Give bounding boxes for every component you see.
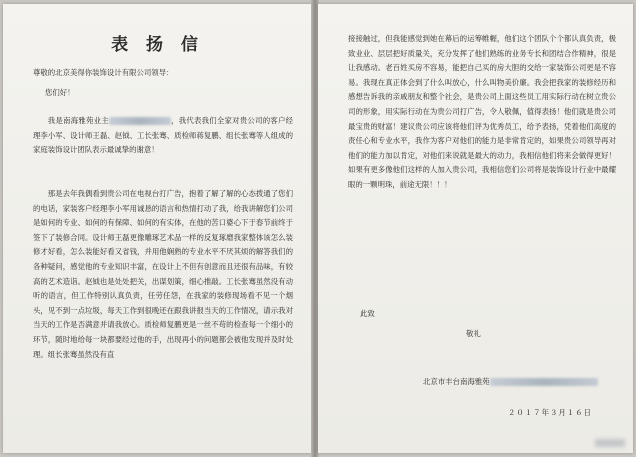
salutation: 尊敬的北京美得你装饰设计有限公司领导：	[33, 68, 174, 77]
intro-text-start: 我是南海雅苑业主	[47, 116, 109, 125]
paragraph-intro	[33, 114, 293, 158]
greeting: 您们好！	[45, 88, 75, 97]
left-page	[3, 4, 312, 453]
intro-text-end: ，我代表我们全家对贵公司的客户经理李小军、设计师王磊、赵钺、工长张骞、质检师蒋复鹏、组长张骞等人组成的家庭装饰设计团队表示最诚挚的谢意！	[33, 116, 293, 155]
blurred-mark	[595, 439, 625, 447]
letter-date: ２０１７年３月１６日	[508, 408, 592, 417]
signature	[423, 375, 623, 390]
right-page	[318, 4, 633, 453]
redacted-signature	[490, 378, 598, 386]
redacted-address	[109, 117, 171, 125]
letter-title: 表 扬 信	[111, 35, 204, 55]
paragraph-praise: 接接触过，但我能感觉到她在幕后的运筹帷幄，他们这个团队个个都认真负责，极致业业、层层把好质量关，充分发挥了他们熟练的业务专长和团结合作精神，很是让我感动。老百姓买房不容易，能把自己买的房大胆的交给一家装饰公司更是不容易。我现在真正体会到了什么叫放心，什么叫物美价廉。我会把我家的装修经历和感想告诉我的亲戚朋友和整个社会，是贵公司上面这些员工用实际行动在树立贵公司的形象，用实际行动在为贵公司打广告，令人敬佩，值得表扬！他们就是贵公司最宝贵的财富！建议贵公司应该将他们评为优秀员工，给予表扬，凭着他们高度的责任心和专业水平，我作为客户对他们的能力是非常肯定的，如果贵公司领导再对他们的能力加以肯定，对他们来说就是最大的动力，我相信他们将来会做得更好！如果有更多像他们这样的人加入贵公司，我相信您们公司将是装饰设计行业中最耀眼的一颗明珠，前途无限！！！	[348, 34, 616, 189]
paragraph-story: 那是去年我偶看到贵公司在电视台打广告，抱着了解了解的心态拨通了您们的电话，家装客户经理李小军用诚恳的语言和热情打动了我，给我讲解您们公司是如何的专业、如何的有保障、如何的有实体，在他的苦口婆心下于春节前终于签下了装修合同。设计师王磊更像雕琢艺术品一样的反复琢磨我家整体该怎么装修才好看，怎么装能好看又省钱，并用他娴熟的专业水平不厌其烦的解答我们的各种疑问，感觉他的专业知识丰富，在设计上不但有创意而且还很有品味，有较高的艺术造诣。赵钺也是处处把关，出谋划策，细心推敲。工长张骞虽然没有动听的语言，但工作特别认真负责，任劳任怨，在我家的装修现场看不见一个烟头，见不到一点垃圾，每天工作到很晚还在跟我讲报当天的工作情况，请示我对当天的工作是否满意并请我放心。质检师复鹏更是一丝不苟的检查每一个细小的环节，随时地给每一块都要经过他的手，出现再小的问题都会被他发现并及时处理。组长张骞虽然没有直	[33, 189, 293, 359]
signature-text: 北京市丰台南海雅苑	[423, 377, 490, 386]
salute: 敬礼	[466, 329, 481, 338]
closing: 此致	[360, 309, 375, 318]
